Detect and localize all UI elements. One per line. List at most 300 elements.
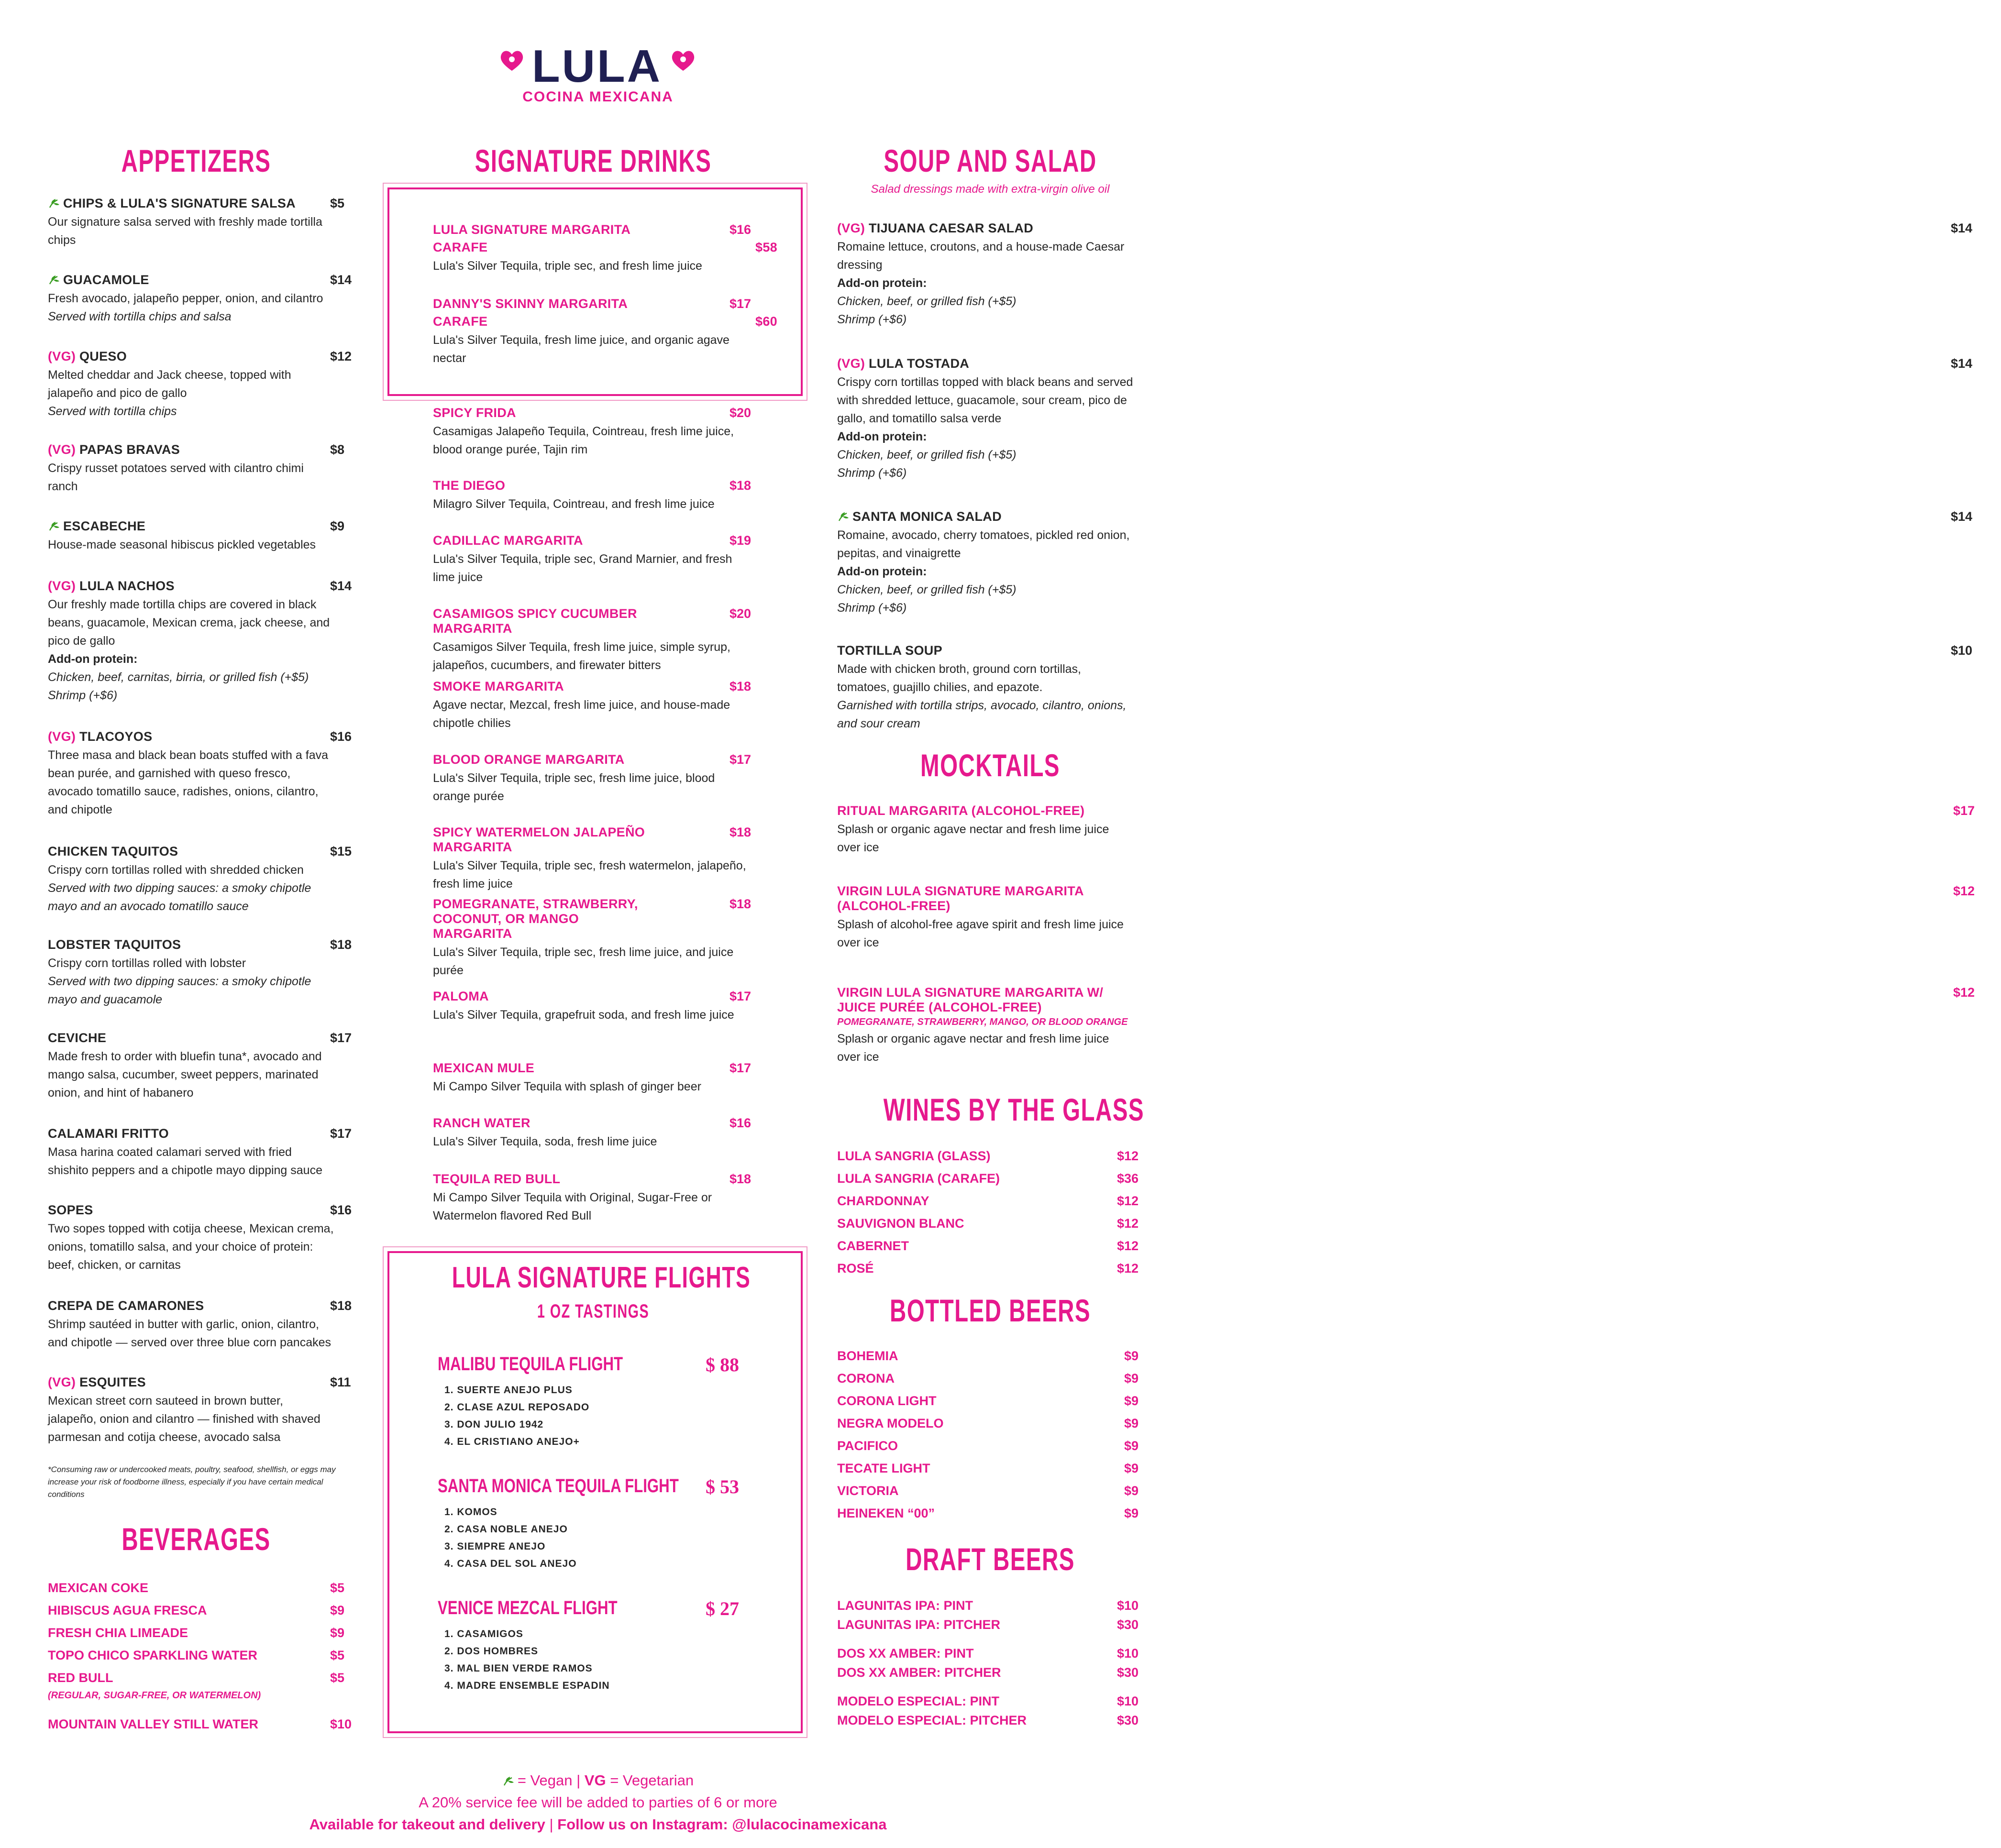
item-price: $9 [330,519,345,533]
item-name [837,509,1932,524]
item-description: Mi Campo Silver Tequila with Original, Sugar-Free or Watermelon flavored Red Bull [433,1191,712,1222]
item-name-secondary: CARAFE $58 [433,240,777,254]
item-name [433,897,658,941]
item-price: $14 [1951,356,1973,371]
flight-list [444,1382,753,1451]
beverage-row [48,1603,349,1618]
item-description: Our signature salsa served with freshly made tortilla chips [48,215,322,247]
flight [438,1475,753,1573]
menu-item [48,729,352,819]
flights-title: LULA SIGNATURE FLIGHTS [452,1261,751,1294]
draft-beers-price: $10 [1117,1694,1139,1708]
item-description: Crispy corn tortillas topped with black beans and served with shredded lettuce, guacamole, sour cream, pico de gallo, and tomatillo salsa verde [837,375,1133,425]
item-name [48,1203,311,1218]
item-description: Two sopes topped with cotija cheese, Mexican crema, onions, tomatillo salsa, and your choice of protein: beef, chicken, or carnitas [48,1222,334,1272]
item-name-text: SPICY FRIDA [433,406,516,420]
item-price: $18 [330,937,352,952]
item-price: $14 [1951,221,1973,235]
item-name [837,643,1932,658]
item-price: $5 [330,196,345,210]
wines-name: CABERNET [837,1239,909,1253]
wines-name: LULA SANGRIA (GLASS) [837,1149,991,1163]
item-name [48,729,311,744]
beverage-name: MEXICAN COKE [48,1581,149,1595]
vegetarian-tag: (VG) [837,356,869,371]
item-name-text: TORTILLA SOUP [837,643,942,658]
vegan-leaf-icon [48,521,60,531]
item-name-text: BLOOD ORANGE MARGARITA [433,752,625,767]
draft-beers-price: $30 [1117,1713,1139,1727]
signature-drinks-title: SIGNATURE DRINKS [475,143,712,178]
bottled-beers-name: CORONA LIGHT [837,1394,937,1408]
bottled-beers-title: BOTTLED BEERS [889,1293,1091,1328]
menu-item [48,937,352,1009]
item-description: Lula's Silver Tequila, fresh lime juice, and organic agave nectar [433,333,730,365]
wines-name: ROSÉ [837,1261,874,1276]
item-price: $17 [730,752,752,767]
item-name-text: SMOKE MARGARITA [433,679,564,693]
draft-beers-name: MODELO ESPECIAL: PINT [837,1694,1000,1708]
bottled-beers-price: $9 [1124,1394,1139,1408]
item-note: Served with tortilla chips [48,405,177,418]
wines-row [837,1261,1139,1276]
vegan-leaf-icon [48,198,60,209]
item-description: Masa harina coated calamari served with fried shishito peppers and a chipotle mayo dipping sauce [48,1145,322,1177]
menu-item [48,349,352,420]
item-name [48,1126,311,1141]
item-price: $12 [1953,884,1975,898]
beverage-price: $10 [330,1717,352,1731]
item-name [433,989,710,1004]
item-description: Crispy corn tortillas rolled with lobster [48,957,246,970]
instagram-link[interactable]: Follow us on Instagram: @lulacocinamexicana [557,1816,887,1833]
menu-item [837,356,1973,482]
item-name [837,221,1932,236]
item-price: $16 [730,222,752,237]
item-price: $20 [730,406,752,420]
appetizers-title: APPETIZERS [121,143,271,178]
mocktails-title: MOCKTAILS [920,748,1060,783]
item-description: Mi Campo Silver Tequila with splash of ginger beer [433,1080,701,1093]
item-description: Agave nectar, Mezcal, fresh lime juice, and house-made chipotle chilies [433,698,730,730]
item-price: $17 [730,1061,752,1075]
vegetarian-tag: (VG) [48,1375,79,1389]
item-name-text: LULA SIGNATURE MARGARITA [433,222,631,237]
item-name [433,679,710,694]
flight-list-item: 1. CASAMIGOS [444,1628,523,1639]
addon-label: Add-on protein: [837,430,927,443]
item-price: $12 [1953,985,1975,1000]
item-price: $17 [730,297,752,311]
flight [438,1353,753,1451]
addon-label: Add-on protein: [48,652,138,666]
flight-list [444,1626,753,1694]
item-description: Romaine lettuce, croutons, and a house-made Caesar dressing [837,240,1125,272]
menu-item [433,606,758,674]
item-price: $20 [730,606,752,621]
vegetarian-tag: (VG) [48,349,79,363]
footer-separator: | [549,1816,553,1833]
beverage-name: FRESH CHIA LIMEADE [48,1626,188,1640]
bottled-beers-row [837,1349,1139,1364]
item-price: $18 [730,679,752,693]
draft-beers-row [837,1694,1139,1709]
menu-item [837,985,1975,1066]
beverage-note: (REGULAR, SUGAR-FREE, OR WATERMELON) [48,1690,261,1701]
wines-price: $12 [1117,1194,1139,1208]
wines-row [837,1216,1139,1231]
vegan-leaf-icon [837,511,850,522]
item-price: $16 [730,1116,752,1130]
item-name-text: ESCABECHE [63,519,146,533]
bottled-beers-price: $9 [1124,1506,1139,1520]
menu-item [837,884,1975,952]
flight-price: $ 27 [706,1598,739,1619]
item-description: Lula's Silver Tequila, triple sec, and fresh lime juice [433,259,702,273]
item-description: Casamigos Silver Tequila, fresh lime juice, simple syrup, jalapeños, cucumbers, and firewater bitters [433,640,730,672]
item-name [433,825,710,855]
item-note: Served with tortilla chips and salsa [48,310,232,323]
menu-item [433,1061,758,1096]
item-name [433,1116,710,1131]
bottled-beers-price: $9 [1124,1484,1139,1498]
beverage-row [48,1648,349,1663]
left-heart-ornament-icon [497,46,526,75]
bottled-beers-price: $9 [1124,1416,1139,1430]
legend-separator: | [576,1772,581,1789]
item-description: Our freshly made tortilla chips are covered in black beans, guacamole, Mexican crema, jack cheese, and pico de gallo [48,598,330,648]
item-price: $8 [330,442,345,457]
item-name [837,985,1105,1015]
brand-name: LULA [532,41,662,92]
addon-options: Chicken, beef, carnitas, birria, or grilled fish (+$5) [48,671,309,684]
draft-beers-price: $30 [1117,1617,1139,1632]
menu-item [48,579,352,704]
item-name [433,606,710,636]
item-name-text: RITUAL MARGARITA (ALCOHOL-FREE) [837,803,1085,818]
item-price: $17 [330,1031,352,1045]
item-price: $18 [730,897,752,911]
flight-price: $ 53 [706,1476,739,1497]
bottled-beers-row [837,1506,1139,1521]
right-heart-ornament-icon [669,46,697,75]
beverage-price: $9 [330,1603,345,1617]
bottled-beers-row [837,1371,1139,1386]
wines-row [837,1171,1139,1186]
item-description: Mexican street corn sauteed in brown butter, jalapeño, onion and cilantro — finished with shaved parmesan and cotija cheese, avocado salsa [48,1394,321,1444]
draft-beers-row [837,1665,1139,1680]
draft-beers-row [837,1598,1139,1613]
flights-subtitle: 1 OZ TASTINGS [537,1301,650,1322]
item-name-text: ESQUITES [79,1375,146,1389]
item-price: $17 [730,989,752,1003]
menu-item [837,803,1975,857]
legend-vg-text: = Vegetarian [610,1772,694,1789]
menu-item [837,509,1973,617]
item-description: Made fresh to order with bluefin tuna*, avocado and mango salsa, cucumber, sweet peppers, marinated onion, and hint of habanero [48,1050,322,1100]
menu-item [48,273,352,326]
item-name [837,356,1932,371]
beverage-price: $5 [330,1648,345,1662]
item-price: $14 [1951,509,1973,524]
flight-list-item: 3. MAL BIEN VERDE RAMOS [444,1663,593,1674]
wines-name: LULA SANGRIA (CARAFE) [837,1171,1000,1186]
item-name-text: GUACAMOLE [63,273,149,287]
logo [497,43,698,110]
item-description: House-made seasonal hibiscus pickled vegetables [48,538,316,551]
item-name [433,222,710,237]
item-name [48,196,311,211]
item-name [48,1031,311,1045]
item-name-text: THE DIEGO [433,478,506,493]
menu-item [433,222,777,275]
soup-salad-subtitle: Salad dressings made with extra-virgin olive oil [871,183,1110,196]
item-name-text: CADILLAC MARGARITA [433,533,583,548]
bottled-beers-name: TECATE LIGHT [837,1461,930,1475]
draft-beers-title: DRAFT BEERS [906,1541,1075,1577]
beverage-row [48,1581,349,1595]
menu-item [433,406,758,459]
item-name-text: TLACOYOS [79,729,153,744]
bottled-beers-price: $9 [1124,1439,1139,1453]
bottled-beers-row [837,1439,1139,1453]
item-description: Splash of alcohol-free agave spirit and fresh lime juice over ice [837,918,1124,949]
item-price: $18 [330,1298,352,1313]
item-name-text: DANNY'S SKINNY MARGARITA [433,297,628,311]
menu-item [48,1298,352,1352]
item-description: Lula's Silver Tequila, grapefruit soda, and fresh lime juice [433,1008,734,1022]
addon-options: Chicken, beef, or grilled fish (+$5) [837,583,1017,596]
beverage-row [48,1717,352,1732]
bottled-beers-name: CORONA [837,1371,895,1386]
wines-price: $12 [1117,1216,1139,1231]
item-name-text: CALAMARI FRITTO [48,1126,169,1141]
item-name-text: PALOMA [433,989,489,1003]
item-name [48,937,311,952]
beverage-row [48,1626,349,1640]
draft-beers-row [837,1646,1139,1661]
item-name-text: CASAMIGOS SPICY CUCUMBER MARGARITA [433,606,637,636]
bottled-beers-name: PACIFICO [837,1439,898,1453]
item-price: $14 [330,273,352,287]
item-name-text: POMEGRANATE, STRAWBERRY, COCONUT, OR MANGO MARGARITA [433,897,638,941]
brand-tagline: COCINA MEXICANA [522,89,674,105]
disclaimer: *Consuming raw or undercooked meats, poultry, seafood, shellfish, or eggs may increase your risk of foodborne illness, especially if you have certain medical conditions [48,1465,336,1499]
item-description: Casamigas Jalapeño Tequila, Cointreau, fresh lime juice, blood orange purée, Tajin rim [433,425,734,456]
bottled-beers-row [837,1484,1139,1498]
flight-list-item: 4. CASA DEL SOL ANEJO [444,1558,577,1569]
item-name-text: CEVICHE [48,1031,107,1045]
bottled-beers-name: NEGRA MODELO [837,1416,944,1430]
flight-price: $ 88 [706,1354,739,1375]
wines-row [837,1194,1139,1209]
bottled-beers-row [837,1416,1139,1431]
flight [438,1597,753,1694]
menu-item [433,679,758,732]
item-name [433,297,710,311]
item-price: $14 [330,579,352,593]
menu-item [48,1203,352,1274]
item-name-text: PAPAS BRAVAS [79,442,180,457]
item-name [433,1172,710,1187]
item-name-text: CHIPS & LULA'S SIGNATURE SALSA [63,196,296,210]
menu-item [48,1031,352,1102]
beverages-title: BEVERAGES [122,1521,271,1557]
item-description: Made with chicken broth, ground corn tortillas, tomatoes, guajillo chilies, and epazote. [837,662,1081,694]
menu-item [48,519,344,554]
item-description: Lula's Silver Tequila, triple sec, Grand Marnier, and fresh lime juice [433,552,732,584]
item-name [48,273,311,287]
item-name-text: SPICY WATERMELON JALAPEÑO MARGARITA [433,825,645,854]
item-note: POMEGRANATE, STRAWBERRY, MANGO, OR BLOOD ORANGE [837,1017,1128,1027]
item-name-text: SOPES [48,1203,93,1217]
bottled-beers-name: HEINEKEN “00” [837,1506,935,1520]
item-price-secondary: $60 [755,314,777,329]
item-name [433,533,710,548]
item-name-text: VIRGIN LULA SIGNATURE MARGARITA (ALCOHOL-FREE) [837,884,1083,913]
legend-line [0,1770,1196,1792]
draft-beers-name: DOS XX AMBER: PINT [837,1646,974,1661]
addon-options: Chicken, beef, or grilled fish (+$5) [837,295,1017,308]
flight-list-item: 4. EL CRISTIANO ANEJO+ [444,1436,580,1447]
menu-item [48,844,352,915]
takeout-text: Available for takeout and delivery [309,1816,545,1833]
item-note: Served with two dipping sauces: a smoky chipotle mayo and an avocado tomatillo sauce [48,881,311,913]
menu-item [433,825,758,893]
item-price: $18 [730,825,752,839]
addon-options-shrimp: Shrimp (+$6) [837,601,907,615]
menu-item [48,1126,352,1179]
draft-beers-name: DOS XX AMBER: PITCHER [837,1665,1001,1680]
item-name [48,519,311,534]
item-name [837,803,1934,818]
item-name-text: LOBSTER TAQUITOS [48,937,181,952]
service-fee-note: A 20% service fee will be added to parties of 6 or more [419,1794,777,1811]
item-name [48,349,311,364]
flight-list-item: 2. CASA NOBLE ANEJO [444,1524,568,1535]
item-name-text: RANCH WATER [433,1116,531,1130]
item-description: Lula's Silver Tequila, triple sec, fresh lime juice, blood orange purée [433,771,715,803]
item-name-secondary: CARAFE $60 [433,314,777,329]
wines-price: $12 [1117,1149,1139,1163]
menu-item [837,643,1973,733]
menu-item [433,752,758,805]
menu-item [837,221,1973,329]
vegetarian-tag: (VG) [48,729,79,744]
item-price: $17 [330,1126,352,1141]
wines-price: $36 [1117,1171,1139,1186]
item-name-text: TEQUILA RED BULL [433,1172,561,1186]
item-name [48,844,311,859]
beverage-name: TOPO CHICO SPARKLING WATER [48,1648,258,1662]
legend-vegan: = Vegan [517,1772,573,1789]
menu-item [433,1172,758,1225]
item-description: Milagro Silver Tequila, Cointreau, and fresh lime juice [433,497,715,511]
vegan-leaf-icon [48,275,60,285]
item-price: $19 [730,533,752,548]
beverage-name: MOUNTAIN VALLEY STILL WATER [48,1717,258,1731]
addon-options-shrimp: Shrimp (+$6) [837,313,907,326]
draft-beers-price: $30 [1117,1665,1139,1680]
item-name-text: SANTA MONICA SALAD [852,509,1002,524]
draft-beers-name: MODELO ESPECIAL: PITCHER [837,1713,1027,1727]
draft-beers-row [837,1617,1139,1632]
addon-label: Add-on protein: [837,276,927,290]
item-name-text: LULA NACHOS [79,579,175,593]
wines-title: WINES BY THE GLASS [883,1092,1144,1127]
bottled-beers-row [837,1461,1139,1476]
draft-beers-price: $10 [1117,1598,1139,1613]
item-description: Melted cheddar and Jack cheese, topped with jalapeño and pico de gallo [48,368,291,400]
bottled-beers-price: $9 [1124,1349,1139,1363]
wines-price: $12 [1117,1239,1139,1253]
takeout-line [0,1814,1196,1836]
item-name [48,579,311,594]
wines-name: SAUVIGNON BLANC [837,1216,964,1231]
draft-beers-row [837,1713,1139,1728]
item-price: $11 [330,1375,351,1389]
item-description: Crispy corn tortillas rolled with shredded chicken [48,863,304,877]
item-name [48,1298,311,1313]
flight-name: VENICE MEZCAL FLIGHT [438,1597,618,1618]
item-price: $17 [1953,803,1975,818]
item-name [48,442,311,457]
menu-item [433,478,758,513]
item-name [433,1061,710,1076]
vegetarian-tag: (VG) [48,442,79,457]
item-description: Romaine, avocado, cherry tomatoes, pickled red onion, pepitas, and vinaigrette [837,528,1130,560]
beverage-name: HIBISCUS AGUA FRESCA [48,1603,207,1617]
wines-name: CHARDONNAY [837,1194,929,1208]
item-price: $16 [330,1203,352,1217]
flight-list-item: 1. SUERTE ANEJO PLUS [444,1385,573,1396]
item-name-text: TIJUANA CAESAR SALAD [869,221,1034,235]
menu-item [433,989,758,1024]
beverage-price: $5 [330,1671,345,1685]
draft-beers-name: LAGUNITAS IPA: PITCHER [837,1617,1000,1632]
item-price: $10 [1951,643,1973,658]
item-name [433,406,710,420]
item-name [837,884,1105,913]
item-name [433,752,710,767]
beverage-name: RED BULL [48,1671,113,1685]
item-name-text: QUESO [79,349,127,363]
wines-price: $12 [1117,1261,1139,1276]
wines-row [837,1239,1139,1254]
vegetarian-tag: (VG) [837,221,869,235]
item-description: Lula's Silver Tequila, triple sec, fresh watermelon, jalapeño, fresh lime juice [433,859,746,891]
flight-name: MALIBU TEQUILA FLIGHT [438,1353,623,1375]
flight-list-item: 3. DON JULIO 1942 [444,1419,544,1430]
item-description: Three masa and black bean boats stuffed with a fava bean purée, and garnished with queso fresco, avocado tomatillo sauce, radishes, onions, cilantro, and chipotle [48,748,329,816]
item-name-text: CREPA DE CAMARONES [48,1298,204,1313]
item-price: $16 [330,729,352,744]
beverage-row [48,1671,349,1701]
item-name-text: VIRGIN LULA SIGNATURE MARGARITA W/ JUICE PURÉE (ALCOHOL-FREE) [837,985,1104,1014]
item-name-text: LULA TOSTADA [869,356,970,371]
flight-list-item: 2. CLASE AZUL REPOSADO [444,1402,590,1413]
item-name [48,1375,311,1390]
menu-item [433,897,758,979]
menu-item [433,1116,758,1151]
bottled-beers-name: VICTORIA [837,1484,899,1498]
legend-vg: VG [584,1772,606,1789]
item-description: Lula's Silver Tequila, soda, fresh lime juice [433,1135,657,1148]
item-description: Splash or organic agave nectar and fresh lime juice over ice [837,823,1109,854]
beverage-price: $9 [330,1626,345,1640]
addon-options: Chicken, beef, or grilled fish (+$5) [837,448,1017,462]
footer [0,1770,1196,1836]
